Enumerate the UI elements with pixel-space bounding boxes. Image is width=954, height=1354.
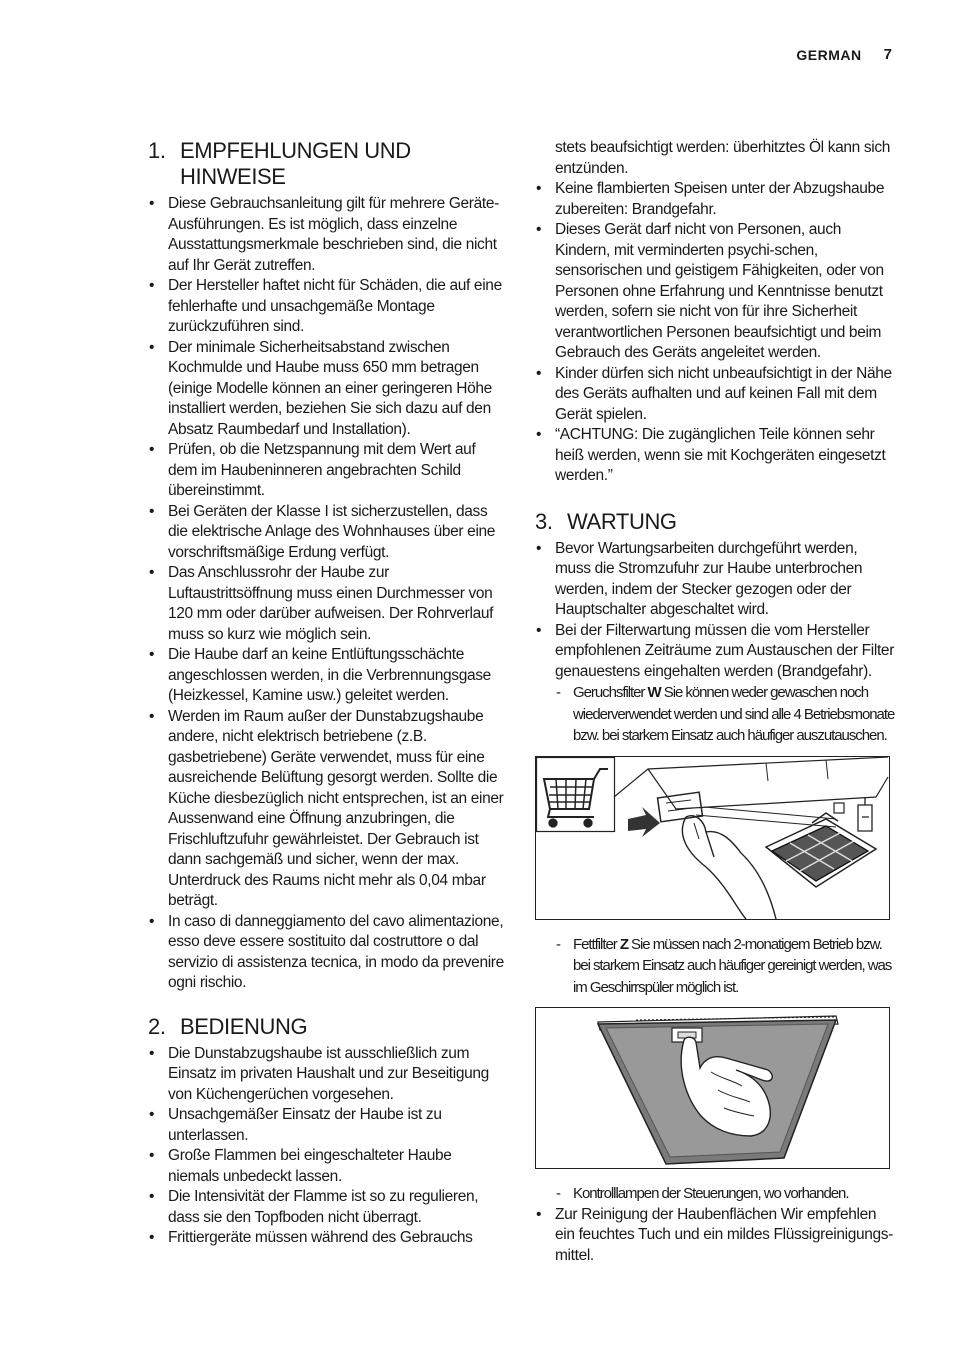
list-item: • Werden im Raum außer der Dunstabzugshaube andere, nicht elektrisch betriebene (z.B. gasbetriebene) Geräte verwendet, muss für eine ausreichende Belüftung gesorgt werden. Sollte die Küche diesbezüglich nicht entsprechen, ist an einer Aussenwand eine Öffnung anzubringen, die Frischluftzufuhr gewährleistet. Der Gebrauch ist dann sachgemäß und sicher, wenn der max. Unterdruck des Raums nicht mehr als 0,04 mbar beträgt. <box>148 707 504 912</box>
list-item: • Der minimale Sicherheitsabstand zwischen Kochmulde und Haube muss 650 mm betragen (einige Modelle können an einer geringeren Höhe installiert werden, beziehen Sie sich dazu auf den Absatz Raumbedarf und Installation). <box>148 338 504 441</box>
list-item: • Prüfen, ob die Netzspannung mit dem Wert auf dem im Haubeninneren angebrachten Schild übereinstimmt. <box>148 440 504 502</box>
section-3-list-end <box>535 1205 895 1267</box>
sub-list-grease-filter <box>535 934 895 999</box>
section-3-list <box>535 539 895 683</box>
list-item: • Bei Geräten der Klasse I ist sicherzustellen, dass die elektrische Anlage des Wohnhauses über eine vorschriftsmäßige Erdung verfügt. <box>148 502 504 564</box>
section-2-heading: 2. BEDIENUNG <box>148 1013 308 1039</box>
section-3-heading: 3. WARTUNG <box>535 508 677 534</box>
sub-item-indicator-lights: - Kontrolllampen der Steuerungen, wo vorhanden. <box>535 1183 895 1205</box>
shopping-cart-icon <box>537 757 615 831</box>
section-2-list <box>148 1044 504 1249</box>
left-column <box>148 138 504 1249</box>
list-item: • Die Dunstabzugshaube ist ausschließlich zum Einsatz im privaten Haushalt und zur Beseitigung von Küchengerüchen vorgesehen. <box>148 1044 504 1106</box>
grease-filter-drawing <box>536 1008 889 1168</box>
list-item: • Die Intensivität der Flamme ist so zu regulieren, dass sie den Topfboden nicht überragt. <box>148 1187 504 1228</box>
list-item: • Dieses Gerät darf nicht von Personen, auch Kindern, mit verminderten psychi-schen, sensorischen und geistigem Fähigkeiten, oder von Personen ohne Erfahrung und Kenntnisse benutzt werden, sofern sie nicht von für ihre Sicherheit verantwortlichen Personen beaufsichtigt und beim Gebrauch des Geräts angeleitet werden. <box>535 220 895 364</box>
grease-filter-illustration <box>535 1007 890 1169</box>
list-item: • Bevor Wartungsarbeiten durchgeführt werden, muss die Stromzufuhr zur Haube unterbrochen werden, indem der Stecker gezogen oder der Hauptschalter abgeschaltet wird. <box>535 539 895 621</box>
section-2-list-continued <box>535 138 895 487</box>
list-item: • In caso di danneggiamento del cavo alimentazione, esso deve essere sostituito dal costruttore o dal servizio di assistenza tecnica, in modo da prevenire ogni rischio. <box>148 912 504 994</box>
sub-item-grease-filter: - Fettfilter Z Sie müssen nach 2-monatigem Betrieb bzw. bei starkem Einsatz auch häufiger gereinigt werden, was im Geschirrspüler möglich ist. <box>535 934 895 999</box>
list-item: • Die Haube darf an keine Entlüftungsschächte angeschlossen werden, in die Verbrennungsgase (Heizkessel, Kamine usw.) geleitet werden. <box>148 645 504 707</box>
list-item: • Zur Reinigung der Haubenflächen Wir empfehlen ein feuchtes Tuch und ein mildes Flüssigreinigungs-mittel. <box>535 1205 895 1267</box>
sub-item-odor-filter: - Geruchsfilter W Sie können weder gewaschen noch wiederverwendet werden und sind alle 4 Betriebsmonate bzw. bei starkem Einsatz auch häufiger auszutauschen. <box>535 682 895 747</box>
odor-filter-illustration <box>535 756 890 920</box>
carbon-filter-panel <box>766 803 876 887</box>
list-item: • Frittiergeräte müssen während des Gebrauchs <box>148 1228 504 1249</box>
list-item: • Keine flambierten Speisen unter der Abzugshaube zubereiten: Brandgefahr. <box>535 179 895 220</box>
right-column <box>535 138 895 1266</box>
page-number: 7 <box>883 46 892 63</box>
list-item: • Bei der Filterwartung müssen die vom Hersteller empfohlenen Zeiträume zum Austauschen der Filter genauestens eingehalten werden (Brandgefahr). <box>535 621 895 683</box>
section-1-heading: 1. EMPFEHLUNGEN UND HINWEISE <box>148 138 411 189</box>
list-item: • Kinder dürfen sich nicht unbeaufsichtigt in der Nähe des Geräts aufhalten und auf keinen Fall mit dem Gerät spielen. <box>535 364 895 426</box>
sub-list-odor-filter <box>535 682 895 747</box>
section-1-list <box>148 194 504 994</box>
list-item: • Große Flammen bei eingeschalteter Haube niemals unbedeckt lassen. <box>148 1146 504 1187</box>
list-item: • Der Hersteller haftet nicht für Schäden, die auf eine fehlerhafte und unsachgemäße Montage zurückzuführen sind. <box>148 276 504 338</box>
sub-list-indicator-lights <box>535 1183 895 1205</box>
list-item: • Diese Gebrauchsanleitung gilt für mehrere Geräte-Ausführungen. Es ist möglich, dass einzelne Ausstattungsmerkmale beschrieben sind, die nicht auf Ihr Gerät zutreffen. <box>148 194 504 276</box>
language-label: GERMAN <box>796 46 862 63</box>
list-item: • “ACHTUNG: Die zugänglichen Teile können sehr heiß werden, wenn sie mit Kochgeräten eingesetzt werden.” <box>535 425 895 487</box>
list-item: • Das Anschlussrohr der Haube zur Luftaustrittsöffnung muss einen Durchmesser von 120 mm oder darüber aufweisen. Der Rohrverlauf muss so kurz wie möglich sein. <box>148 563 504 645</box>
list-item: • Unsachgemäßer Einsatz der Haube ist zu unterlassen. <box>148 1105 504 1146</box>
list-item-continued: stets beaufsichtigt werden: überhitztes Öl kann sich entzünden. <box>555 139 891 177</box>
page-header <box>796 46 892 63</box>
odor-filter-drawing <box>536 757 889 919</box>
